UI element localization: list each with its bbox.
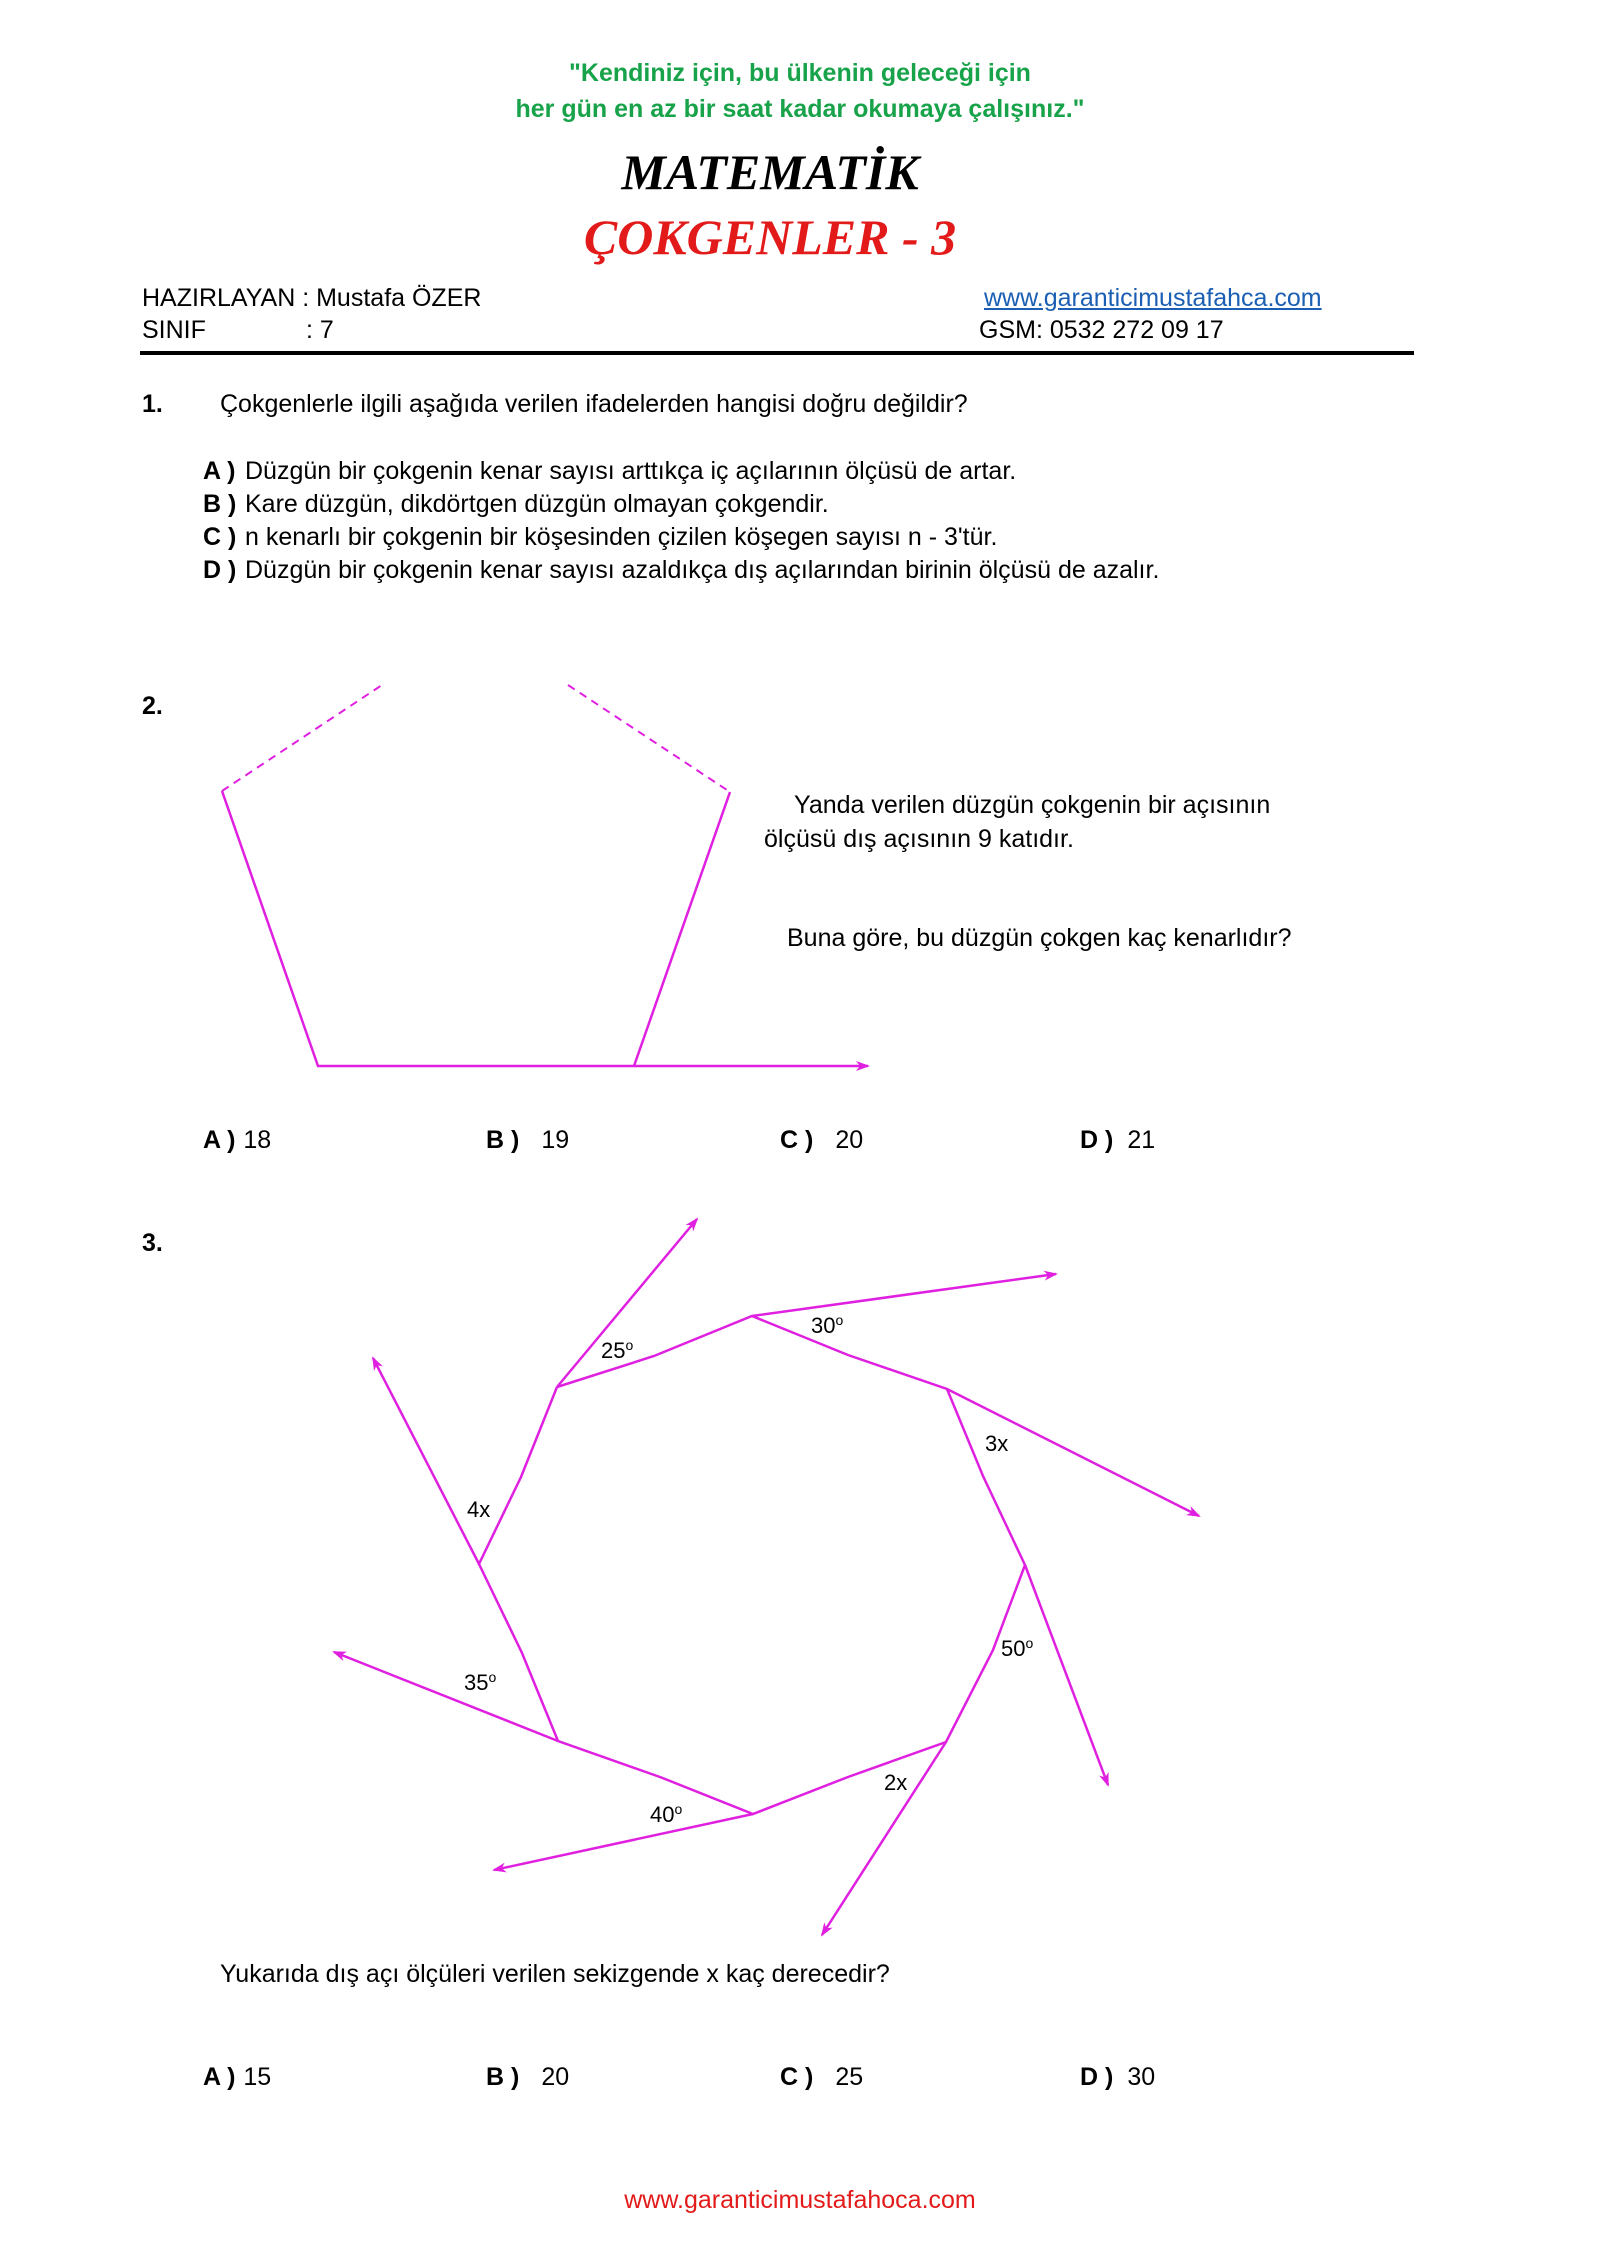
angle-label-3x: 3x (985, 1431, 1009, 1456)
option-letter: D ) (1080, 2063, 1114, 2091)
extension-arrow-4 (1025, 1565, 1108, 1785)
motivational-quote-line-2: her gün en az bir saat kadar okumaya çalışınız." (515, 95, 1085, 123)
extension-arrow-6 (494, 1814, 753, 1870)
class-label: SINIF (142, 316, 206, 344)
option-value: 30 (1127, 2063, 1156, 2091)
option-letter: C ) (203, 523, 237, 551)
option-value: 18 (243, 1126, 272, 1154)
option-value: 20 (835, 1126, 864, 1154)
question-1-text: Çokgenlerle ilgili aşağıda verilen ifadelerden hangisi doğru değildir? (220, 390, 968, 418)
question-2-number: 2. (142, 692, 163, 720)
question-3-option-b[interactable] (486, 2063, 569, 2092)
option-value: 25 (835, 2063, 864, 2091)
motivational-quote-line-1: "Kendiniz için, bu ülkenin geleceği için (569, 59, 1031, 87)
extension-arrow-7 (334, 1652, 558, 1741)
option-letter: A ) (203, 1126, 236, 1154)
angle-label-40: 40$^o$ (650, 1801, 683, 1827)
question-3-option-d[interactable] (1080, 2063, 1155, 2092)
angle-label-4x: 4x (467, 1497, 491, 1522)
question-2-text-line-1: Yanda verilen düzgün çokgenin bir açısının (794, 791, 1271, 819)
octagon-sides (479, 1316, 1025, 1814)
option-value: 20 (541, 2063, 570, 2091)
option-value: 21 (1127, 1126, 1156, 1154)
question-1-number: 1. (142, 390, 163, 418)
angle-label-25: 25$^o$ (601, 1337, 634, 1363)
footer-website[interactable]: www.garanticimustafahoca.com (624, 2186, 976, 2214)
option-letter: C ) (780, 2063, 814, 2091)
option-letter: C ) (780, 1126, 814, 1154)
subject-title: MATEMATİK (621, 144, 919, 200)
angle-label-50: 50$^o$ (1001, 1635, 1034, 1661)
gsm-number: GSM: 0532 272 09 17 (979, 316, 1224, 344)
angle-label-2x: 2x (884, 1770, 908, 1795)
question-3-number: 3. (142, 1229, 163, 1257)
extension-arrow-2 (752, 1274, 1056, 1316)
option-letter: B ) (203, 490, 237, 518)
angle-label-30: 30$^o$ (811, 1312, 844, 1338)
extension-arrow-1 (557, 1219, 697, 1387)
angle-label-35: 35$^o$ (464, 1669, 497, 1695)
option-text: Düzgün bir çokgenin kenar sayısı azaldıkça dış açılarından birinin ölçüsü de azalır. (245, 556, 1160, 584)
website-link[interactable]: www.garanticimustafahca.com (984, 284, 1322, 312)
option-letter: A ) (203, 457, 236, 485)
option-text: n kenarlı bir çokgenin bir köşesinden çizilen köşegen sayısı n - 3'tür. (245, 523, 998, 551)
question-2-question: Buna göre, bu düzgün çokgen kaç kenarlıdır? (787, 924, 1292, 952)
question-3-question: Yukarıda dış açı ölçüleri verilen sekizgende x kaç derecedir? (220, 1960, 890, 1988)
author-label: HAZIRLAYAN : Mustafa ÖZER (142, 284, 482, 312)
question-3-option-c[interactable] (780, 2063, 863, 2092)
option-letter: D ) (203, 556, 237, 584)
option-letter: B ) (486, 2063, 520, 2091)
option-value: 15 (243, 2063, 272, 2091)
option-value: 19 (541, 1126, 570, 1154)
extension-arrow-8 (373, 1358, 479, 1564)
topic-title: ÇOKGENLER - 3 (583, 209, 957, 265)
option-letter: D ) (1080, 1126, 1114, 1154)
option-text: Düzgün bir çokgenin kenar sayısı arttıkça iç açılarının ölçüsü de artar. (245, 457, 1017, 485)
class-value: : 7 (306, 316, 334, 344)
option-letter: B ) (486, 1126, 520, 1154)
option-text: Kare düzgün, dikdörtgen düzgün olmayan çokgendir. (245, 490, 829, 518)
question-2-text-line-2: ölçüsü dış açısının 9 katıdır. (764, 825, 1074, 853)
option-letter: A ) (203, 2063, 236, 2091)
question-3-option-a[interactable] (203, 2063, 271, 2092)
